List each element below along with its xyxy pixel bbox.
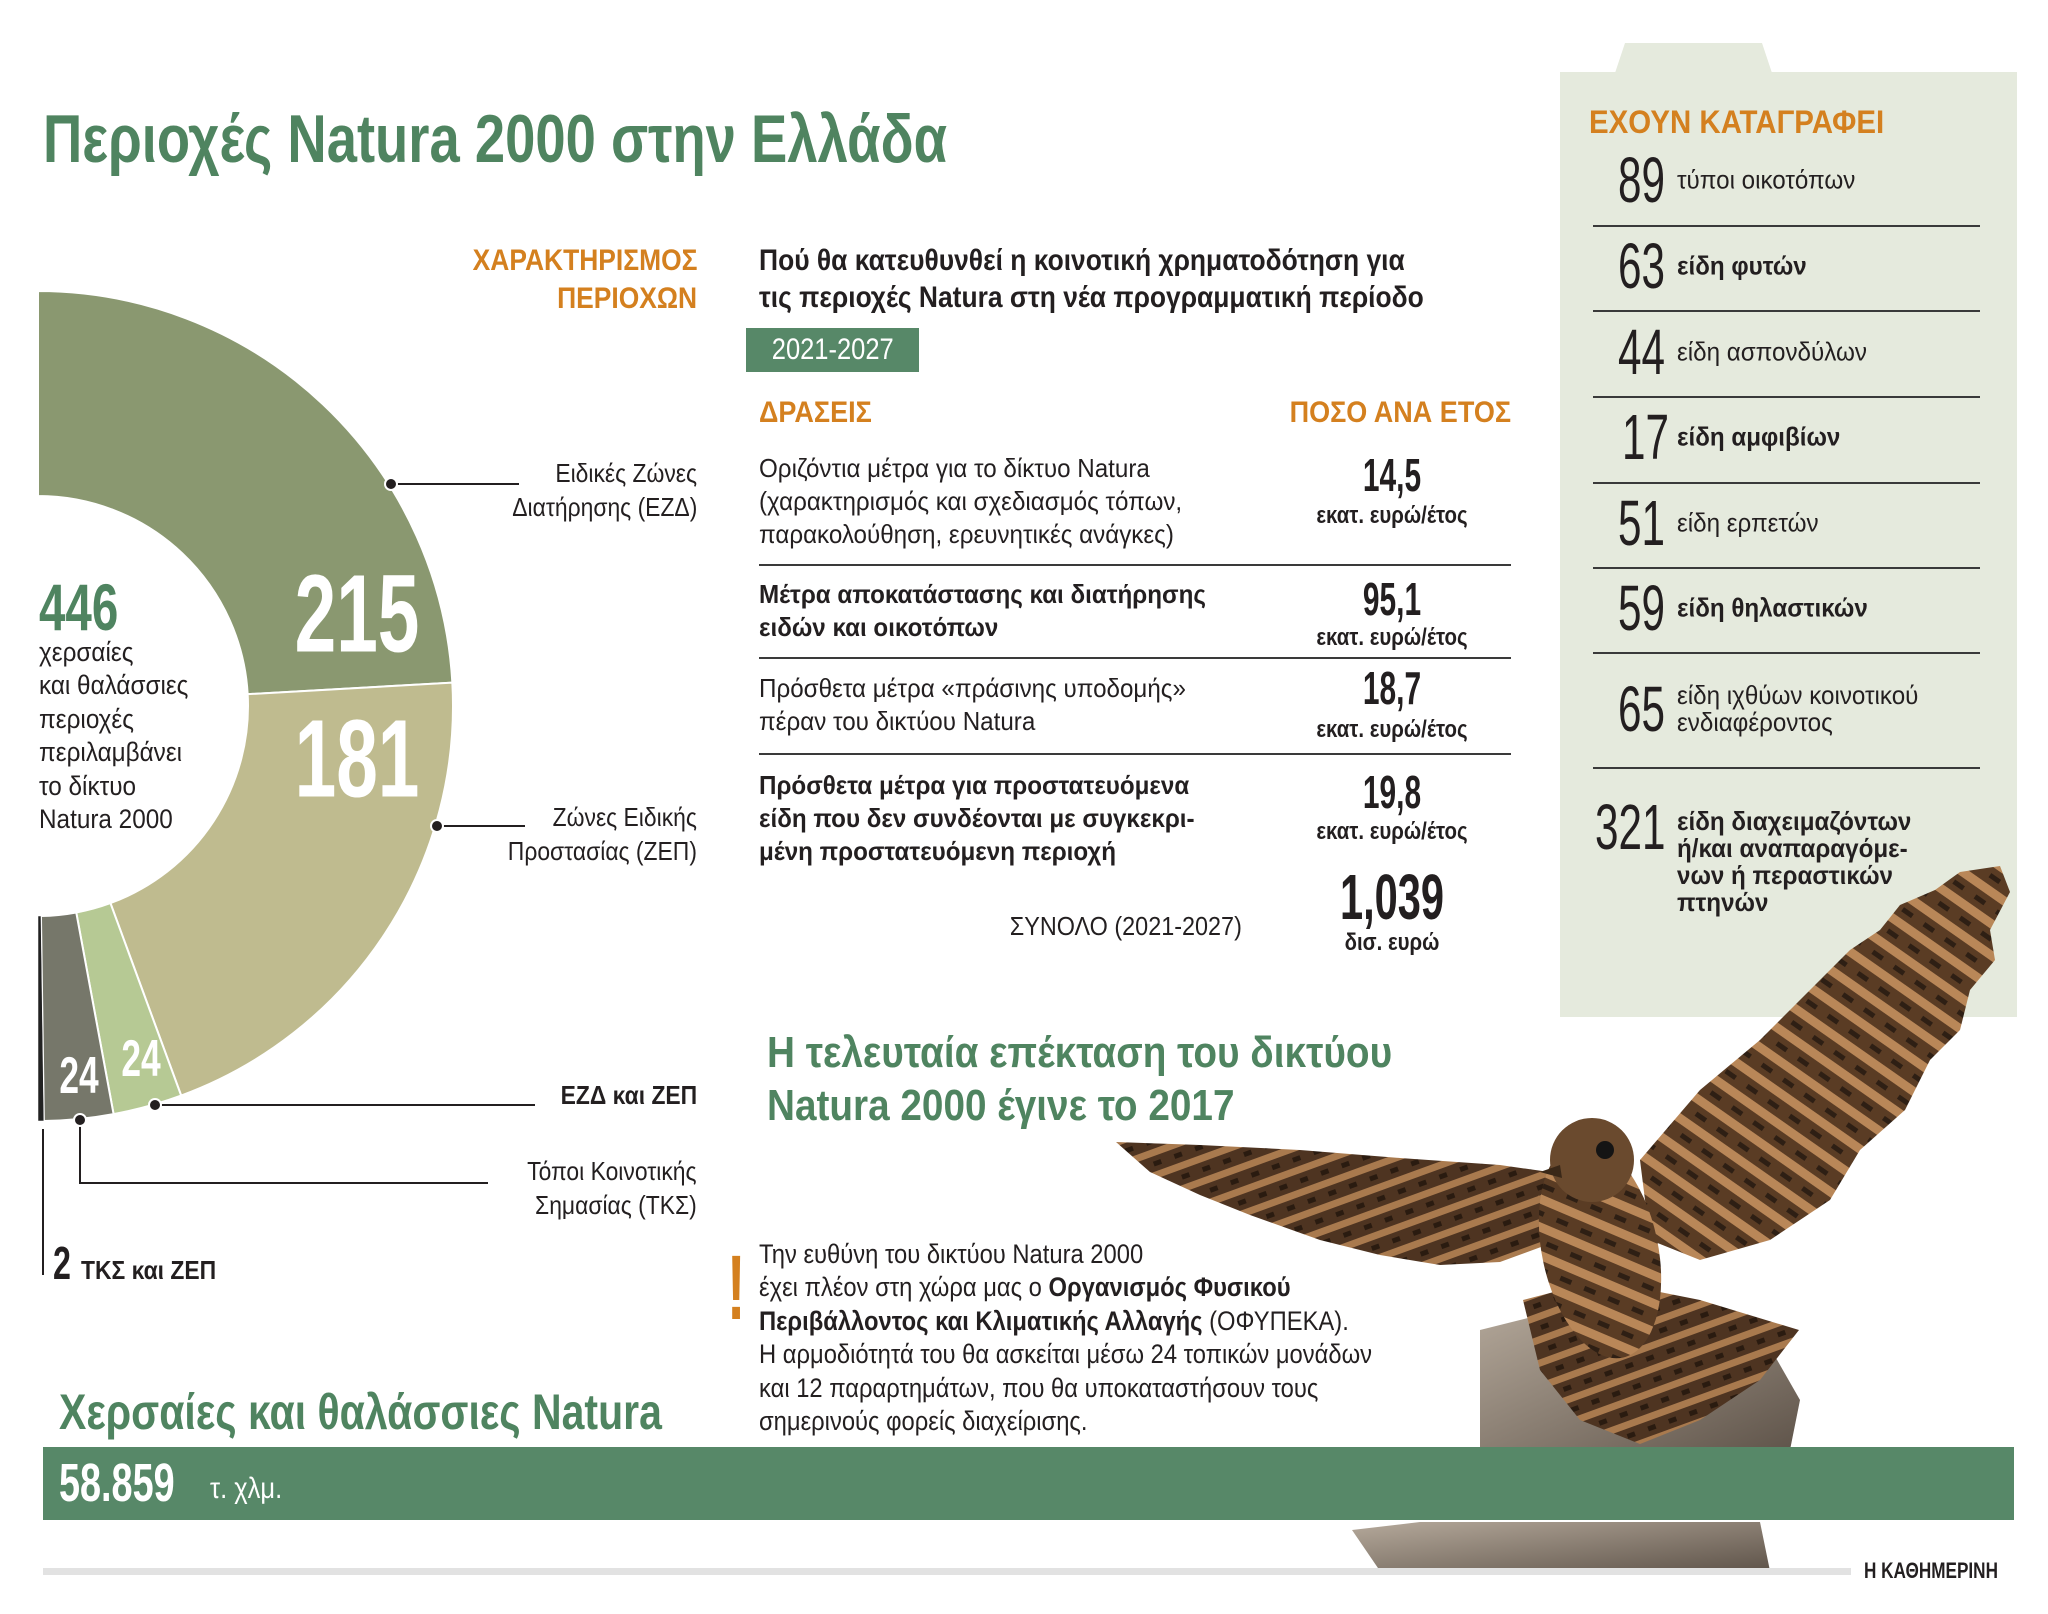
chart-heading: ΧΑΡΑΚΤΗΡΙΣΜΟΣ ΠΕΡΙΟΧΩΝ	[472, 244, 697, 315]
recorded-count: 59	[1618, 572, 1665, 644]
row-divider	[759, 753, 1511, 755]
recorded-count: 89	[1618, 144, 1665, 216]
recorded-label: είδη ιχθύων κοινοτικού ενδιαφέροντος	[1677, 680, 1919, 737]
tks-zep-count: 2	[53, 1237, 71, 1289]
segment-value-label-zep: 181	[294, 697, 420, 821]
page-title: Περιοχές Natura 2000 στην Ελλάδα	[43, 101, 948, 177]
recorded-label: τύποι οικοτόπων	[1677, 164, 1856, 195]
recorded-count: 51	[1618, 487, 1665, 559]
legend-label-tks-zep: 2 ΤΚΣ και ΖΕΠ	[53, 1237, 217, 1289]
funding-row-text: Πρόσθετα μέτρα «πράσινης υποδομής» πέραν του δικτύου Natura	[759, 673, 1186, 736]
ofypeka-note: Την ευθύνη του δικτύου Natura 2000 έχει πλέον στη χώρα μας ο Οργανισμός Φυσικού Περιβάλλοντος και Κλιματικής Αλλαγής (ΟΦΥΠΕΚΑ). Η αρμοδιότητά του θα ασκείται μέσω 24 τοπικών μονάδων και 12 παραρτημάτων, που θα υποκαταστήσουν τους σημερινούς φορείς διαχείρισης.	[759, 1239, 1373, 1437]
column-header-amount: ΠΟΣΟ ΑΝΑ ΕΤΟΣ	[1289, 396, 1511, 429]
footer-rule	[43, 1568, 1851, 1575]
area-value: 58.859	[59, 1453, 175, 1513]
exclamation-icon: !	[727, 1237, 746, 1339]
segment-value-label-ezd-zep: 24	[121, 1030, 161, 1088]
row-divider	[759, 657, 1511, 659]
leader-dot	[385, 478, 397, 490]
recorded-label: είδη αμφιβίων	[1677, 421, 1841, 452]
segment-value-label-tks: 24	[59, 1047, 99, 1105]
total-label: ΣΥΝΟΛΟ (2021-2027)	[1009, 911, 1242, 941]
leader-dot	[149, 1099, 161, 1111]
area-heading: Χερσαίες και θαλάσσιες Natura	[59, 1384, 662, 1440]
total-sites-count: 446	[39, 570, 119, 644]
segment-value-label-ezd: 215	[294, 552, 420, 676]
legend-label-ezd: Ειδικές Ζώνες Διατήρησης (ΕΖΔ)	[511, 458, 697, 522]
recorded-count: 17	[1622, 401, 1669, 473]
legend-label-ezd-zep: ΕΖΔ και ΖΕΠ	[560, 1080, 697, 1110]
funding-row-unit: εκατ. ευρώ/έτος	[1316, 502, 1468, 529]
publisher-brand: Η ΚΑΘΗΜΕΡΙΝΗ	[1864, 1558, 1998, 1583]
funding-row-value: 95,1	[1362, 573, 1422, 625]
expansion-heading: Η τελευταία επέκταση του δικτύου Natura 2000 έγινε το 2017	[767, 1028, 1393, 1130]
column-header-actions: ΔΡΑΣΕΙΣ	[759, 396, 872, 429]
leader-dot	[431, 820, 443, 832]
recorded-count: 321	[1595, 791, 1666, 863]
funding-row-text: Οριζόντια μέτρα για το δίκτυο Natura (χαρακτηρισμός και σχεδιασμός τόπων, παρακολούθηση, ερευνητικές ανάγκες)	[759, 453, 1183, 549]
funding-row-value: 19,8	[1362, 766, 1422, 818]
period-badge: 2021-2027	[746, 328, 919, 372]
area-unit: τ. χλμ.	[210, 1472, 283, 1505]
funding-row-text: Πρόσθετα μέτρα για προστατευόμενα είδη που δεν συνδέονται με συγκεκρι- μένη προστατευόμενη περιοχή	[759, 770, 1195, 866]
total-sites-caption: χερσαίες και θαλάσσιες περιοχές περιλαμβάνει το δίκτυο Natura 2000	[39, 637, 189, 835]
recorded-label: είδη φυτών	[1677, 250, 1807, 281]
funding-row-unit: εκατ. ευρώ/έτος	[1316, 624, 1468, 651]
funding-row-value: 18,7	[1362, 662, 1422, 714]
recorded-count: 63	[1618, 230, 1665, 302]
recorded-count: 65	[1618, 673, 1665, 745]
total-value: 1,039	[1339, 861, 1445, 933]
area-bar	[43, 1447, 2014, 1520]
recorded-label: είδη ερπετών	[1677, 507, 1819, 538]
bird-right-wing	[1640, 866, 2010, 1260]
leader-dot	[74, 1114, 86, 1126]
leader-line	[80, 1120, 488, 1183]
funding-row-unit: εκατ. ευρώ/έτος	[1316, 818, 1468, 845]
funding-heading: Πού θα κατευθυνθεί η κοινοτική χρηματοδότηση για τις περιοχές Natura στη νέα προγραμματική περίοδο	[759, 244, 1424, 314]
total-unit: δισ. ευρώ	[1344, 929, 1440, 956]
legend-label-zep: Ζώνες Ειδικής Προστασίας (ΖΕΠ)	[507, 802, 697, 866]
recorded-label: είδη θηλαστικών	[1677, 592, 1868, 623]
recorded-count: 44	[1618, 316, 1665, 388]
funding-row-unit: εκατ. ευρώ/έτος	[1316, 716, 1468, 743]
recorded-label: είδη διαχειμαζόντων ή/και αναπαραγόμε- νων ή περαστικών πτηνών	[1677, 806, 1912, 917]
legend-label-tks: Τόποι Κοινοτικής Σημασίας (ΤΚΣ)	[527, 1156, 697, 1220]
funding-row-text: Μέτρα αποκατάστασης και διατήρησης ειδών και οικοτόπων	[759, 579, 1206, 642]
recorded-heading: ΕΧΟΥΝ ΚΑΤΑΓΡΑΦΕΙ	[1589, 104, 1885, 140]
row-divider	[759, 564, 1511, 566]
funding-row-value: 14,5	[1362, 449, 1422, 501]
recorded-label: είδη ασπονδύλων	[1677, 336, 1867, 367]
